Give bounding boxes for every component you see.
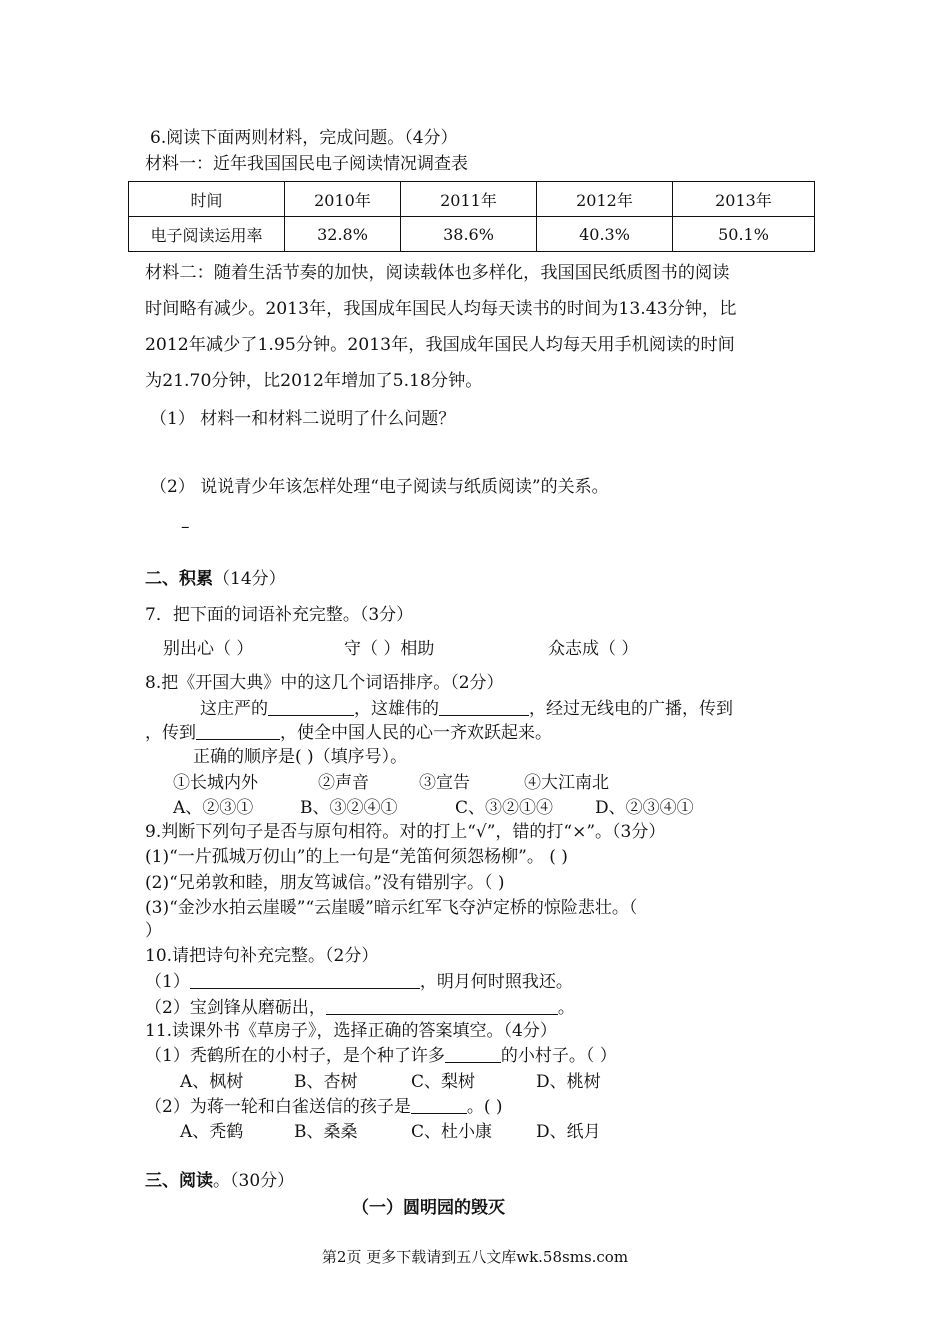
q6-sub2: （2） 说说青少年该怎样处理“电子阅读与纸质阅读”的关系。 [150, 477, 609, 497]
q11-sub2-text: （2）为蒋一轮和白雀送信的孩子是 [145, 1097, 411, 1117]
q7-item: 别出心（ ） [163, 639, 254, 659]
passage-title: （一）圆明园的毁灭 [352, 1198, 505, 1218]
answer-blank[interactable] [411, 1097, 467, 1114]
q8-line1-text: ，经过无线电的广播，传到 [529, 699, 733, 719]
q11-sub1 [145, 1045, 617, 1067]
q8-line1 [200, 698, 733, 720]
q10-line2-suffix: 。 [557, 998, 575, 1018]
q8-line2-text: ，使全中国人民的心一齐欢跃起来。 [280, 723, 552, 743]
q11-option: D、桃树 [536, 1072, 601, 1092]
table-cell: 电子阅读运用率 [129, 217, 285, 252]
table-cell: 50.1% [673, 217, 815, 252]
q8-option: ②声音 [318, 773, 369, 793]
q10-line2-prefix: （2）宝剑锋从磨砺出， [145, 998, 326, 1018]
q8-option: ④大江南北 [524, 773, 609, 793]
dash-mark: – [181, 517, 190, 537]
table-cell: 40.3% [537, 217, 673, 252]
page-footer: 第2页 更多下载请到五八文库wk.58sms.com [321, 1248, 629, 1266]
section-2-score: （14分） [213, 569, 286, 589]
q11-option: A、枫树 [180, 1072, 244, 1092]
q11-sub1-text: 的小村子。（ ） [500, 1046, 617, 1066]
q11-option: A、秃鹤 [180, 1122, 244, 1142]
section-2-heading [145, 568, 286, 590]
q8-line1-text: ，这雄伟的 [354, 699, 439, 719]
material2-line: 材料二：随着生活节奏的加快，阅读载体也多样化，我国国民纸质图书的阅读 [145, 263, 730, 283]
q10-line1-prefix: （1） [145, 972, 190, 992]
table-cell: 38.6% [401, 217, 537, 252]
q8-line2 [145, 722, 552, 744]
table-row [129, 217, 815, 252]
material2-line: 为21.70分钟，比2012年增加了5.18分钟。 [145, 371, 483, 391]
q9-title: 9.判断下列句子是否与原句相符。对的打上“√”，错的打“×”。（3分） [145, 822, 666, 842]
q11-option: D、纸月 [536, 1122, 601, 1142]
table-cell: 32.8% [285, 217, 401, 252]
q11-option: C、杜小康 [411, 1122, 493, 1142]
table-cell: 2012年 [537, 182, 673, 217]
q11-option: B、杏树 [294, 1072, 358, 1092]
q8-choice-a: A、②③① [173, 798, 254, 818]
q11-sub1-text: （1）秃鹤所在的小村子，是个种了许多 [145, 1046, 445, 1066]
q8-choice-d: D、②③④① [595, 798, 694, 818]
q10-line1-suffix: ，明月何时照我还。 [419, 972, 573, 992]
section-3-heading [145, 1170, 294, 1192]
section-3-score: 。（30分） [213, 1171, 295, 1191]
table-cell: 2013年 [673, 182, 815, 217]
q9-statement: (1)“一片孤城万仞山”的上一句是“羌笛何须怨杨柳”。 ( ) [145, 847, 568, 867]
table-header-row [129, 182, 815, 217]
material1-title: 材料一：近年我国国民电子阅读情况调查表 [145, 154, 468, 174]
answer-blank[interactable] [268, 699, 354, 716]
q8-line1-text: 这庄严的 [200, 699, 268, 719]
q8-option: ①长城内外 [173, 773, 258, 793]
answer-blank[interactable] [439, 699, 529, 716]
q6-title: 6.阅读下面两则材料，完成问题。（4分） [150, 128, 458, 148]
q7-item: 众志成（ ） [548, 639, 639, 659]
section-3-title: 三、阅读 [145, 1171, 213, 1191]
q11-title: 11.读课外书《草房子》，选择正确的答案填空。（4分） [145, 1021, 557, 1041]
q7-title: 7．把下面的词语补充完整。（3分） [145, 605, 414, 625]
q11-option: C、梨树 [411, 1072, 476, 1092]
q10-title: 10.请把诗句补充完整。（2分） [145, 946, 379, 966]
q9-statement: (3)“金沙水拍云崖暖”“云崖暖”暗示红军飞夺泸定桥的惊险悲壮。（ [145, 898, 638, 918]
q11-sub2-text: 。( ) [466, 1097, 503, 1117]
answer-blank[interactable] [196, 723, 280, 740]
q8-choice-b: B、③②④① [300, 798, 398, 818]
poem-blank[interactable] [326, 998, 558, 1015]
table-cell: 2010年 [285, 182, 401, 217]
q8-title: 8.把《开国大典》中的这几个词语排序。（2分） [145, 673, 504, 693]
q11-sub2 [145, 1096, 503, 1118]
q10-line1 [145, 971, 573, 993]
poem-blank[interactable] [190, 972, 420, 989]
reading-survey-table [128, 181, 815, 252]
q8-choice-c: C、③②①④ [455, 798, 554, 818]
q6-sub1: （1） 材料一和材料二说明了什么问题？ [150, 409, 456, 429]
q8-order-line: 正确的顺序是( )（填序号）。 [193, 747, 408, 767]
q9-statement-end: ） [145, 921, 162, 941]
answer-blank[interactable] [445, 1046, 501, 1063]
q11-option: B、桑桑 [294, 1122, 358, 1142]
material2-line: 时间略有减少。2013年，我国成年国民人均每天读书的时间为13.43分钟，比 [145, 299, 737, 319]
table-cell: 时间 [129, 182, 285, 217]
q8-option: ③宣告 [419, 773, 470, 793]
q9-statement: (2)“兄弟敦和睦，朋友笃诚信。”没有错别字。（ ) [145, 873, 505, 893]
section-2-title: 二、积累 [145, 569, 213, 589]
q8-line2-text: ，传到 [145, 723, 196, 743]
q7-item: 守（ ）相助 [344, 639, 435, 659]
q10-line2 [145, 997, 575, 1019]
material2-line: 2012年减少了1.95分钟。2013年，我国成年国民人均每天用手机阅读的时间 [145, 335, 735, 355]
table-cell: 2011年 [401, 182, 537, 217]
